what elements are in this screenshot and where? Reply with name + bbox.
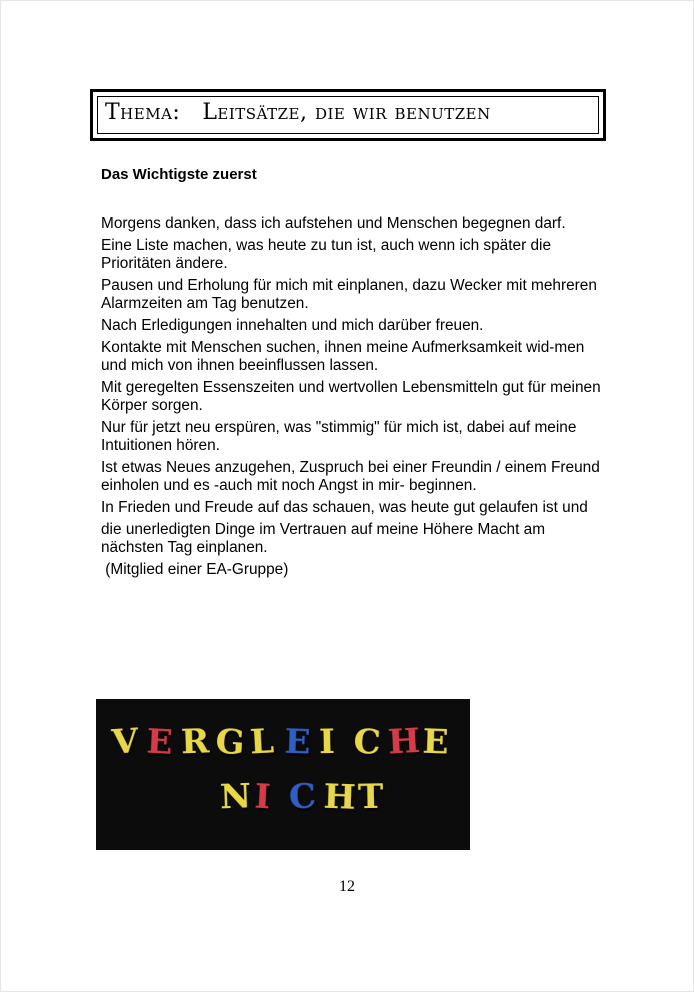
foam-letter: N	[219, 776, 252, 818]
title-box	[90, 89, 606, 141]
title-main: Leitsätze, die wir benutzen	[202, 100, 491, 125]
foam-letter: C	[287, 776, 318, 818]
foam-letter: H	[386, 720, 422, 763]
paragraph: die unerledigten Dinge im Vertrauen auf meine Höhere Macht am nächsten Tag einplanen.	[101, 521, 546, 556]
photo-foam-letters	[96, 699, 470, 850]
attribution: (Mitglied einer EA-Gruppe)	[101, 561, 289, 578]
foam-letter: E	[421, 721, 450, 763]
foam-letter: R	[180, 721, 210, 763]
foam-letter: G	[214, 721, 246, 764]
paragraph: Nach Erledigungen innehalten und mich darüber freuen.	[101, 317, 484, 334]
paragraph: Kontakte mit Menschen suchen, ihnen meine Aufmerksamkeit wid-men und mich von ihnen beeinflussen lassen.	[101, 339, 585, 374]
paragraph: Morgens danken, dass ich aufstehen und Menschen begegnen darf.	[101, 215, 566, 232]
foam-letter: I	[318, 721, 336, 763]
paragraph: In Frieden und Freude auf das schauen, was heute gut gelaufen ist und	[101, 499, 588, 516]
paragraph: Mit geregelten Essenszeiten und wertvollen Lebensmitteln gut für meinen Körper sorgen.	[101, 379, 601, 414]
paragraph: Nur für jetzt neu erspüren, was "stimmig" für mich ist, dabei auf meine Intuitionen hören.	[101, 419, 577, 454]
paragraph: Ist etwas Neues anzugehen, Zuspruch bei einer Freundin / einem Freund einholen und es -auch mit noch Angst in mir- beginnen.	[101, 459, 600, 494]
page-title	[105, 100, 491, 125]
paragraph: Eine Liste machen, was heute zu tun ist, auch wenn ich später die Prioritäten ändere.	[101, 237, 552, 272]
foam-letter: E	[283, 721, 312, 763]
title-label: Thema:	[105, 100, 181, 125]
paragraph: Pausen und Erholung für mich mit einplanen, dazu Wecker mit mehreren Alarmzeiten am Tag benutzen.	[101, 277, 597, 312]
page-number: 12	[339, 878, 355, 895]
foam-letter: C	[352, 721, 382, 763]
foam-letter: I	[253, 776, 272, 818]
foam-letter: L	[248, 721, 275, 763]
body-text	[101, 215, 601, 583]
foam-letter: V	[110, 720, 140, 763]
section-heading: Das Wichtigste zuerst	[101, 166, 257, 183]
foam-letter: E	[145, 721, 174, 763]
foam-letter: T	[357, 776, 384, 818]
photo-letters-svg	[96, 699, 470, 850]
foam-letter: H	[322, 776, 357, 818]
